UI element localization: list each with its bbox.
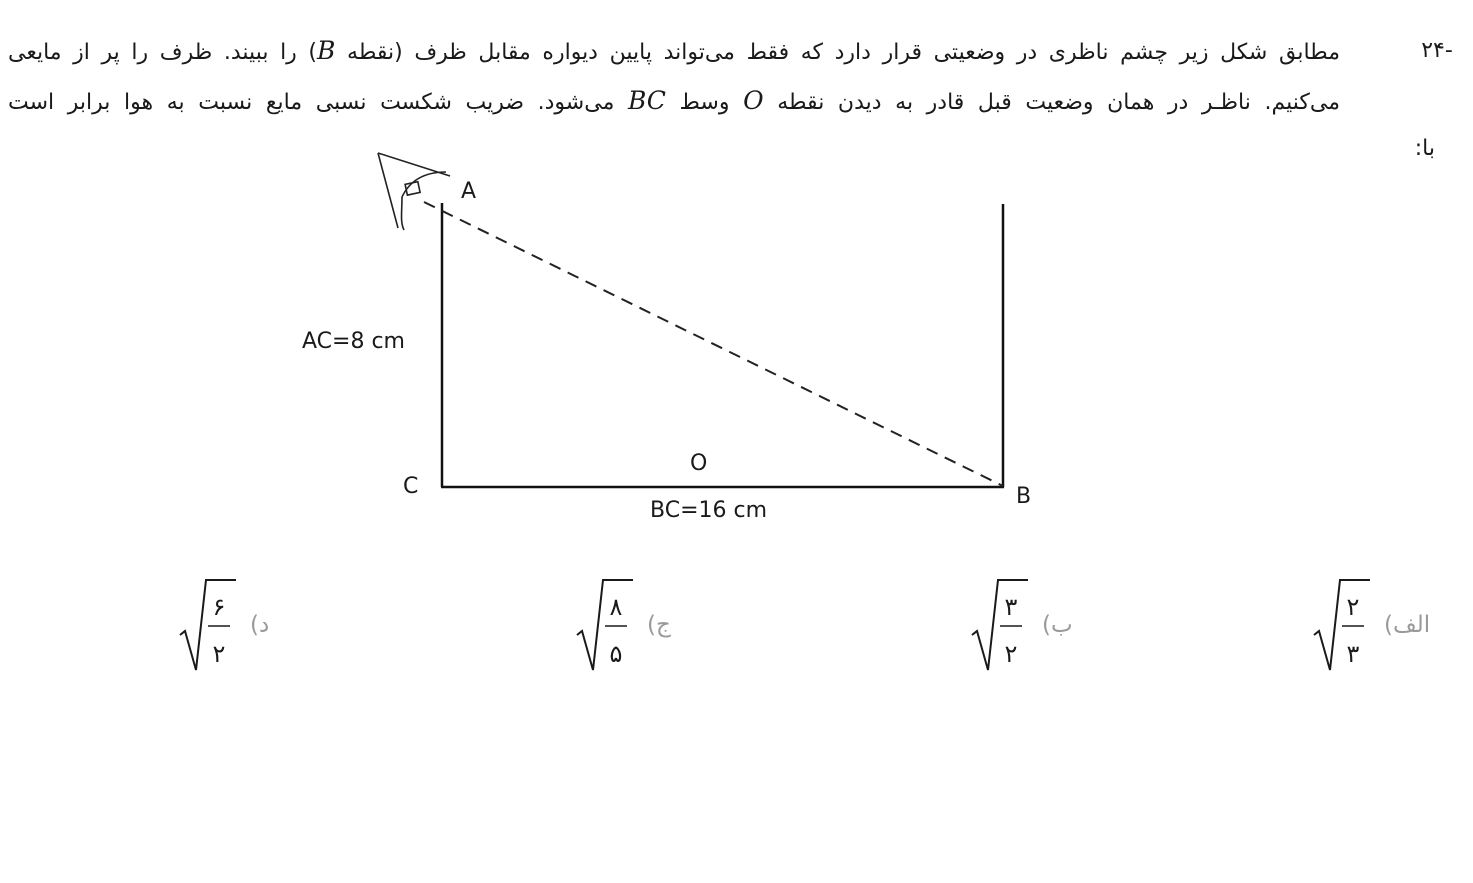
option-jim-numerator: ۸ [609,593,623,621]
line2-part-a: می‌کنیم. ناظـر در همان وضعیت قبل قادر به دیدن نقطه [777,90,1340,115]
option-dal[interactable] [176,575,269,675]
eye-icon [378,153,450,230]
sqrt-icon [573,575,635,675]
option-alef-denominator: ۳ [1346,640,1360,668]
option-be[interactable] [968,575,1073,675]
sqrt-icon [968,575,1030,675]
option-dal-numerator: ۶ [212,593,226,621]
option-dal-label: د) [250,612,270,638]
option-be-denominator: ۲ [1004,640,1018,668]
line1-part-a: مطابق شکل زیر چشم ناظری در وضعیتی قرار دارد که فقط می‌تواند پایین دیواره مقابل ظرف (نقطه [347,40,1340,65]
ac-length-label: AC=8 cm [302,329,405,354]
point-c-label: C [403,474,419,499]
point-o-label: O [690,451,708,476]
option-alef[interactable] [1310,575,1430,675]
bc-length-label: BC=16 cm [650,498,768,523]
line2-mid: وسط [679,90,730,115]
point-b-label: B [1016,484,1032,509]
segment-bc-symbol: BC [627,86,666,115]
option-dal-denominator: ۲ [212,640,226,668]
option-alef-label: الف) [1384,612,1431,638]
sqrt-icon [1310,575,1372,675]
point-a-label: A [461,179,477,204]
point-b-symbol: B [317,36,336,65]
question-number: -۲۴ [1421,38,1453,63]
option-jim-denominator: ۵ [609,640,623,668]
question-text-tail: با: [1414,136,1435,161]
sight-line [424,202,1003,486]
option-jim[interactable] [573,575,671,675]
line2-part-b: می‌شود. ضریب شکست نسبی مایع نسبت به هوا برابر است [8,90,615,115]
option-be-numerator: ۳ [1004,593,1018,621]
sqrt-icon [176,575,238,675]
option-jim-label: ج) [647,612,671,638]
option-alef-numerator: ۲ [1346,593,1360,621]
point-o-symbol: O [743,86,764,115]
option-be-label: ب) [1042,612,1073,638]
line1-part-b: ) را ببیند. ظرف را پر از مایعی [8,40,318,65]
